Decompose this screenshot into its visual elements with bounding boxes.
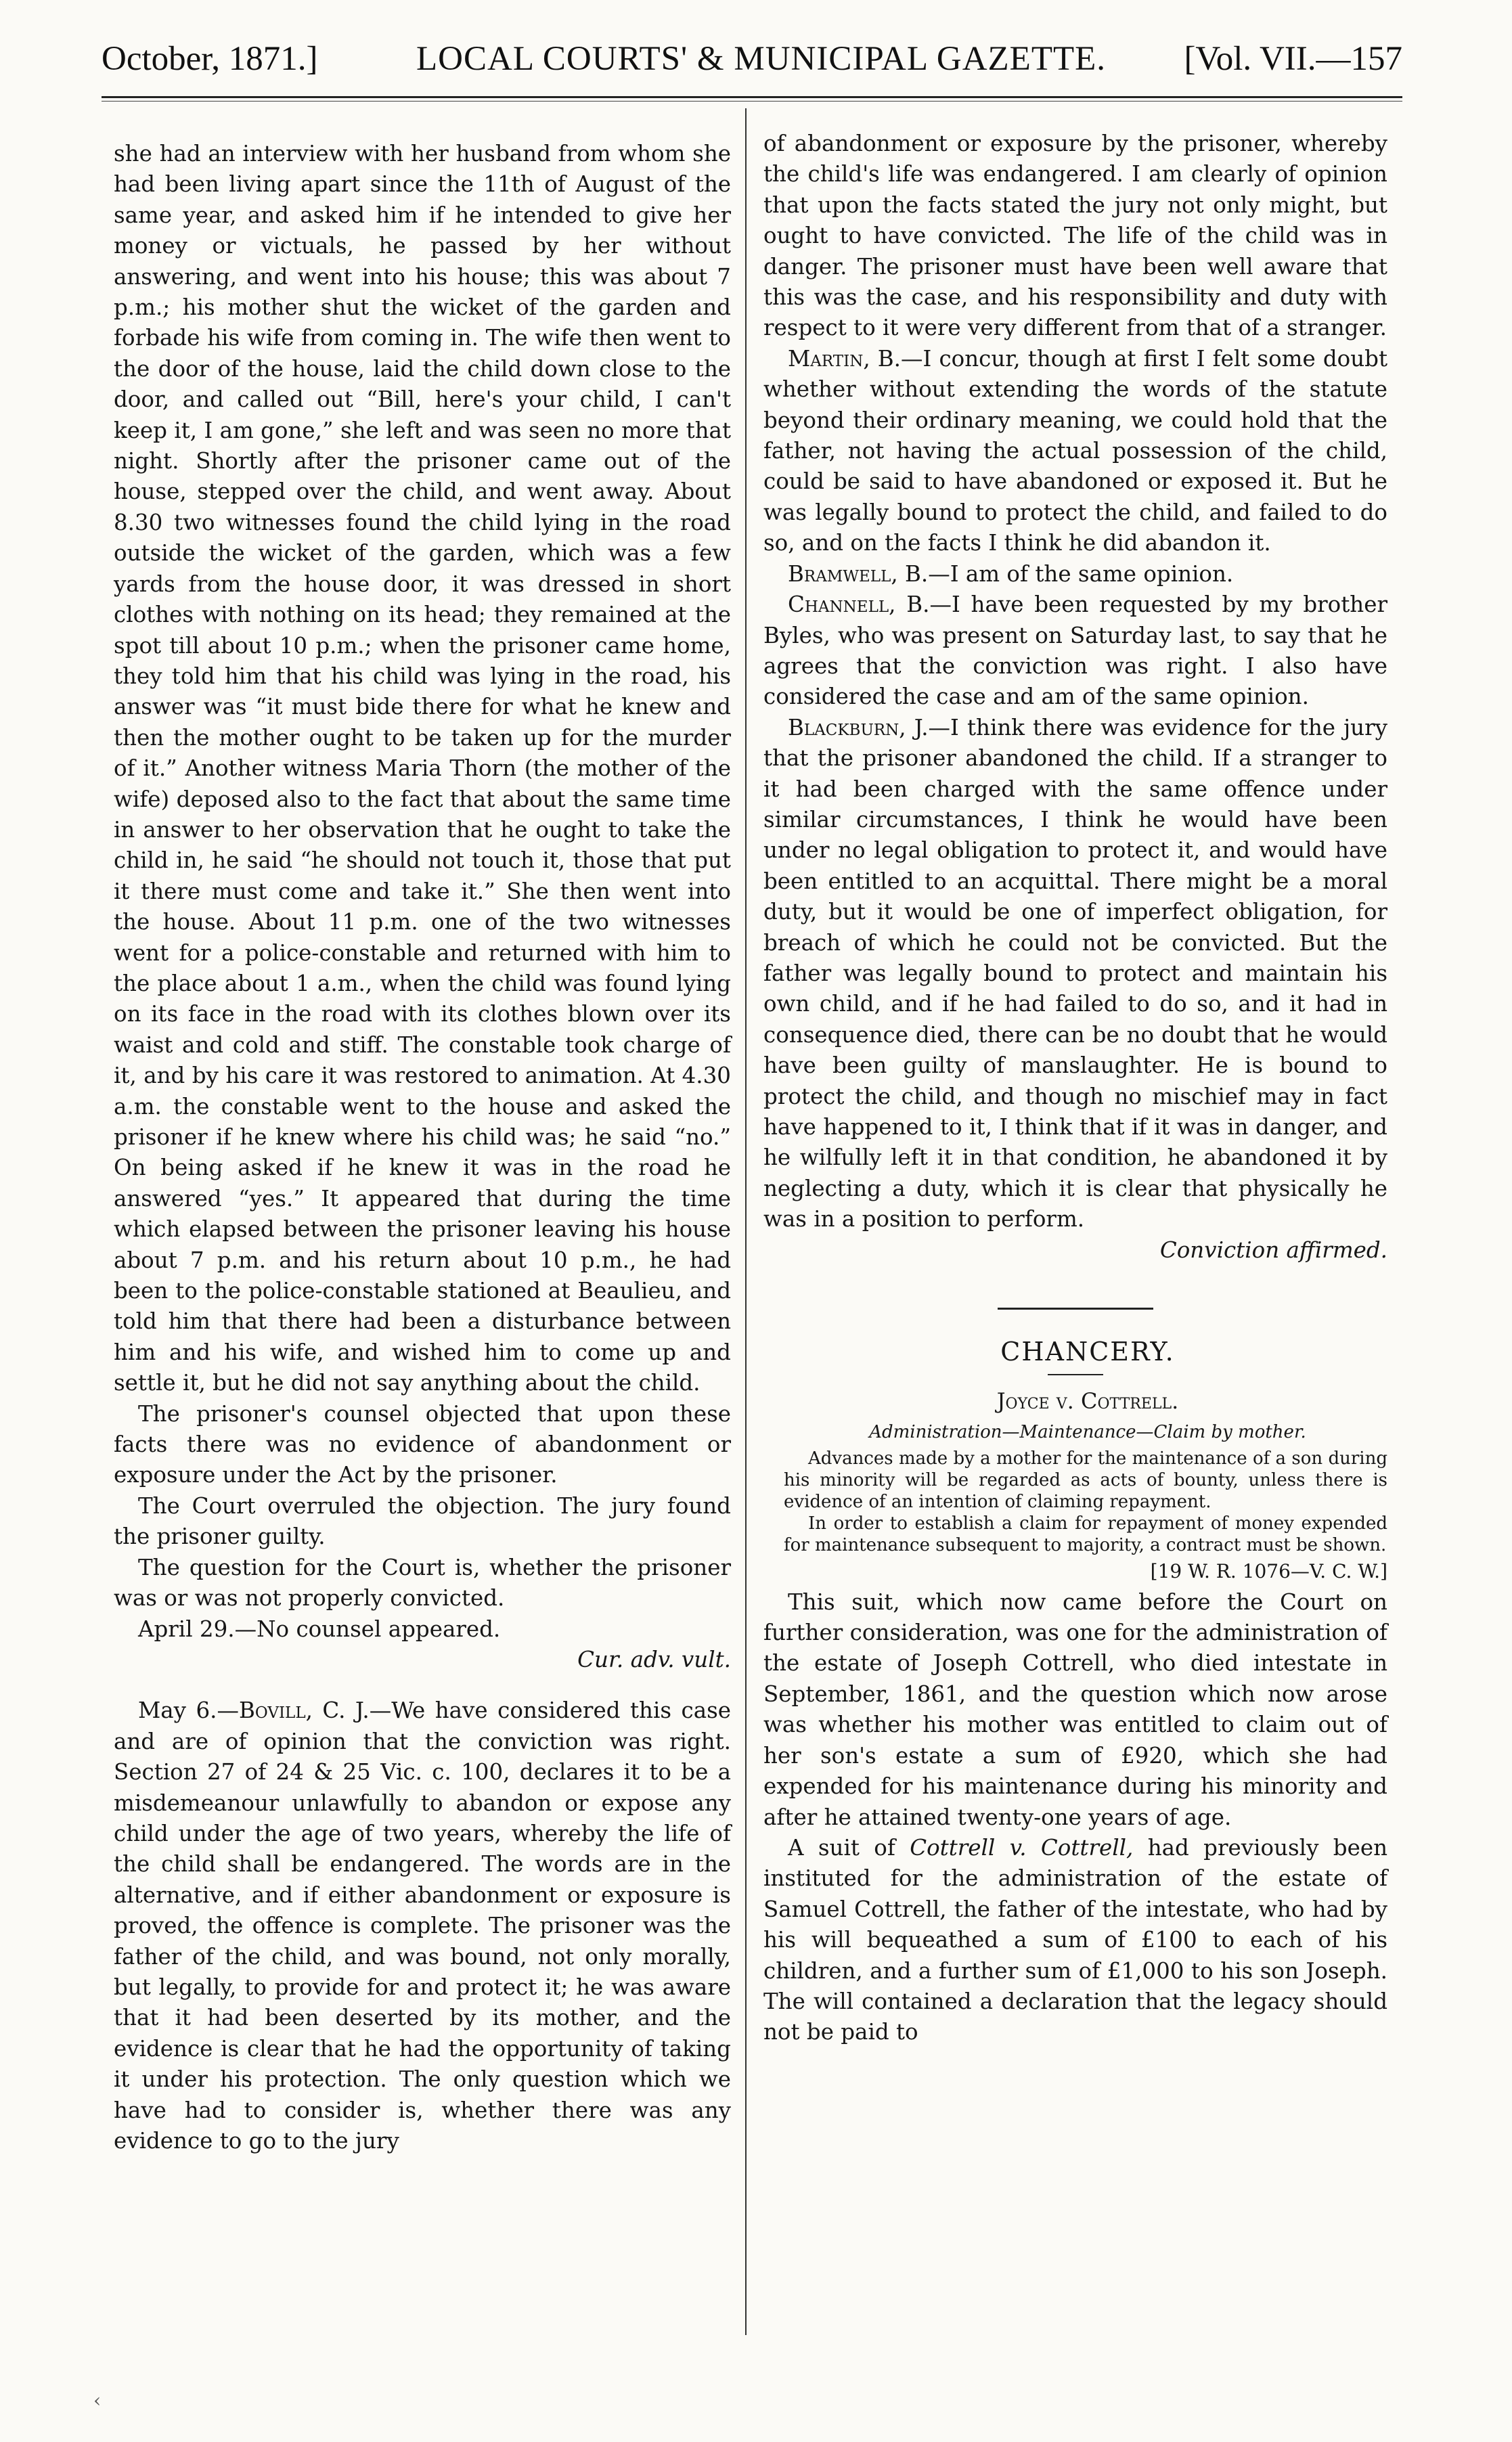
judgment-blackburn: —I think there was evidence for the jury that the prisoner abandoned the child. If a stranger to it had been charged with the same offence under similar circumstances, I think he would have been under no legal obligation to protect it, and would have been entitled to an acquittal. There might be a moral duty, but it would be one of imperfect obligation, for breach of which he could not be convicted. But the father was legally bound to protect and maintain his own child, and if he had failed to do so, and it had in consequence died, there can be no doubt that he would have been guilty of manslaughter. He is bound to protect the child, and though no mischief may in fact have happened to it, I think that if it was in danger, and he wilfully left it in that condition, he abandoned it by neglecting a duty, which it is clear that physically he was in a position to perform.	[763, 714, 1387, 1233]
headnote-2: In order to establish a claim for repayment of money expended for maintenance subsequent to majority, a contract must be shown.	[784, 1513, 1387, 1556]
case-citation: [19 W. R. 1076—V. C. W.]	[1150, 1560, 1387, 1583]
paragraph-blackburn	[763, 713, 1387, 1235]
header-volume: [Vol. VII.—157	[1184, 40, 1402, 78]
paragraph-bramwell	[763, 559, 1387, 590]
judge-name-blackburn: Blackburn, J.	[788, 714, 929, 740]
judge-name-bovill: Bovill, C. J.	[239, 1697, 370, 1724]
judge-name-channell: Channell, B.	[788, 592, 930, 618]
judgment-channell: —I have been requested by my brother Byles, who was present on Saturday last, to say that he agrees that the conviction was right. I also have considered the case and am of the same opinion.	[763, 592, 1387, 710]
prior-suit-body: had previously been instituted for the administration of the estate of Samuel Cottrell, the father of the intestate, who had by his will bequeathed a sum of £100 to each of his children, and a further sum of £1,000 to his son Joseph. The will contained a declaration that the legacy should not be paid to	[763, 1834, 1387, 2045]
left-paragraph-5: April 29.—No counsel appeared.	[138, 1616, 501, 1642]
paragraph-suit: This suit, which now came before the Court on further consideration, was one for the administration of the estate of Joseph Cottrell, who died intestate in September, 1861, and the question which now arose was whether his mother was entitled to claim out of her son's estate a sum of £920, which she had expended for his maintenance during his minority and after he attained twenty-one years of age.	[763, 1589, 1387, 1830]
header-rule-thin	[102, 101, 1402, 102]
right-paragraph-1: of abandonment or exposure by the prisoner, whereby the child's life was endangered. I am clearly of opinion that upon the facts stated the jury not only might, but ought to have convicted. The life of the child was in danger. The prisoner must have been well aware that this was the case, and his responsibility and duty with respect to it were very different from that of a stranger.	[763, 131, 1387, 341]
paragraph-prior-suit	[763, 1833, 1387, 2048]
cur-adv-vult: Cur. adv. vult.	[577, 1646, 731, 1672]
left-column	[114, 139, 731, 2156]
judge-name-martin: Martin, B.	[788, 345, 902, 372]
paragraph-martin	[763, 344, 1387, 559]
left-paragraph-1: she had an interview with her husband from whom she had been living apart since the 11th of August of the same year, and asked him if he intended to give her money or victuals, he passed by her without answering, and went into his house; this was about 7 p.m.; his mother shut the wicket of the garden and forbade his wife from coming in. The wife then went to the door of the house, laid the child down close to the door, and called out “Bill, here's your child, I can't keep it, I am gone,” she left and was seen no more that night. Shortly after the prisoner came out of the house, stepped over the child, and went away. About 8.30 two witnesses found the child lying in the road outside the wicket of the garden, which was a few yards from the house door, it was dressed in short clothes with nothing on its head; they remained at the spot till about 10 p.m.; when the prisoner came home, they told him that his child was lying in the road, his answer was “it must bide there for what he knew and then the mother ought to be taken up for the murder of it.” Another witness Maria Thorn (the mother of the wife) deposed also to the fact that about the same time in answer to her observation that he ought to take the child in, he said “he should not touch it, those that put it there must come and take it.” She then went into the house. About 11 p.m. one of the two witnesses went for a police-constable and returned with him to the place about 1 a.m., when the child was found lying on its face in the road with its clothes blown over its waist and cold and stiff. The constable took charge of it, and by his care it was restored to animation. At 4.30 a.m. the constable went to the house and asked the prisoner if he knew where his child was; he said “no.” On being asked if he knew it was in the road he answered “yes.” It appeared that during the time which elapsed between the prisoner leaving his house about 7 p.m. and his return about 10 p.m., he had been to the police-constable stationed at Beaulieu, and told him that there had been a disturbance between him and his wife, and wished him to come up and settle it, but he did not say anything about the child.	[114, 141, 731, 1396]
header-title: LOCAL COURTS' & MUNICIPAL GAZETTE.	[416, 40, 1107, 78]
right-column	[763, 129, 1387, 2048]
column-divider	[745, 108, 747, 2335]
case-title: Joyce v. Cottrell.	[996, 1388, 1179, 1415]
conviction-affirmed: Conviction affirmed.	[1159, 1237, 1387, 1263]
judgment-date: May 6.—	[138, 1697, 240, 1724]
prior-suit-case-name: Cottrell v. Cottrell,	[910, 1834, 1134, 1861]
header-rule	[102, 96, 1402, 98]
judgment-bramwell: —I am of the same opinion.	[928, 560, 1234, 587]
left-paragraph-4: The question for the Court is, whether the prisoner was or was not properly convicted.	[114, 1554, 731, 1612]
section-divider	[998, 1308, 1153, 1310]
header-date: October, 1871.]	[102, 40, 318, 78]
section-title-chancery: CHANCERY.	[1000, 1337, 1175, 1367]
left-paragraph-3: The Court overruled the objection. The jury found the prisoner guilty.	[114, 1492, 731, 1550]
prior-suit-intro: A suit of	[788, 1834, 910, 1861]
corner-mark: ‹	[93, 2389, 102, 2412]
case-subhead: Administration—Maintenance—Claim by mother.	[869, 1421, 1306, 1442]
headnote-1: Advances made by a mother for the maintenance of a son during his minority will be regarded as acts of bounty, unless there is evidence of an intention of claiming repayment.	[784, 1448, 1387, 1513]
judgment-martin: —I concur, though at first I felt some doubt whether without extending the words of the statute beyond their ordinary meaning, we could hold that the father, not having the actual possession of the child, could be said to have abandoned or exposed it. But he was legally bound to protect the child, and failed to do so, and on the facts I think he did abandon it.	[763, 345, 1387, 556]
paragraph-channell	[763, 590, 1387, 713]
section-title-rule	[1048, 1374, 1103, 1375]
judgment-bovill: —We have considered this case and are of opinion that the conviction was right. Section 27 of 24 & 25 Vic. c. 100, declares it to be a misdemeanour unlawfully to abandon or expose any child under the age of two years, whereby the life of the child shall be endangered. The words are in the alternative, and if either abandonment or exposure is proved, the offence is complete. The prisoner was the father of the child, and was bound, not only morally, but legally, to provide for and protect it; he was aware that it had been deserted by its mother, and the evidence is clear that he had the opportunity of taking it under his protection. The only question which we have had to consider is, whether there was any evidence to go to the jury	[114, 1697, 732, 2154]
page-header	[102, 39, 1402, 93]
left-paragraph-2: The prisoner's counsel objected that upon these facts there was no evidence of abandonment or exposure under the Act by the prisoner.	[114, 1400, 731, 1488]
left-paragraph-judgment	[114, 1695, 731, 2156]
judge-name-bramwell: Bramwell, B.	[788, 560, 929, 587]
